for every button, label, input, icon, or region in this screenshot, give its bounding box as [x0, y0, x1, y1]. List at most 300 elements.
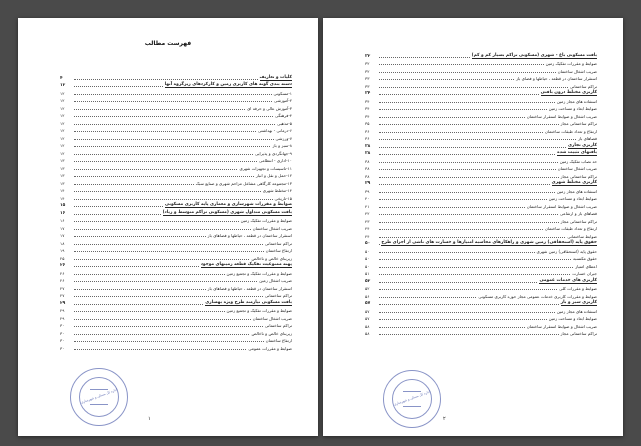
- toc-leader-dots: [379, 267, 573, 268]
- toc-entry-label: بافت مسکونی متداول شهری (مسکونی تراکم متوسط و زیاد): [162, 209, 292, 215]
- toc-entry-label: حقوق مکتسبه: [573, 256, 597, 261]
- toc-entry-label: جبران خسارت: [572, 271, 597, 276]
- stamp-text: اداره کل مسکن و شهرسازی: [393, 389, 431, 407]
- toc-entry-label: استفاده های مجاز زمین: [556, 98, 597, 104]
- toc-leader-dots: [74, 131, 256, 132]
- toc-entry: [60, 148, 292, 156]
- toc-entry: [365, 134, 597, 142]
- toc-leader-dots: [74, 341, 264, 342]
- toc-leader-dots: [74, 259, 249, 260]
- toc-entry: [365, 51, 597, 59]
- toc-entry: [365, 96, 597, 104]
- toc-entry-label: ۱۳-مجموعه کارگاهی مشاغل مزاحم شهری و صنایع سبک: [195, 180, 292, 186]
- toc-page-number: ۱۲: [60, 105, 65, 111]
- toc-entry: [60, 186, 292, 194]
- toc-entry: [365, 111, 597, 119]
- toc-entry-label: ۵-مذهبی: [277, 120, 292, 126]
- toc-leader-dots: [74, 161, 257, 162]
- toc-entry: [365, 74, 597, 82]
- toc-page-number: ۵۸: [365, 323, 370, 329]
- document-page-left: [18, 18, 318, 436]
- toc-page-number: ۵۷: [365, 316, 370, 321]
- page-number: ۱: [148, 416, 151, 422]
- toc-page-number: ۲۹: [60, 300, 66, 306]
- toc-leader-dots: [379, 304, 559, 305]
- toc-page-number: ۳۸: [365, 158, 370, 164]
- toc-entry-label: استفاده های مجاز زمین: [556, 308, 597, 314]
- toc-entry-label: ۱۵-تاریخی: [274, 195, 292, 201]
- toc-entry-label: ۱۲-حمل و نقل و انبار: [255, 173, 292, 178]
- toc-page-number: ۳۰: [60, 345, 65, 351]
- toc-leader-dots: [379, 259, 571, 260]
- toc-entry-label: ۶-درمانی - بهداشتی: [258, 128, 292, 133]
- toc-entry: [60, 253, 292, 261]
- toc-leader-dots: [379, 297, 476, 298]
- toc-entry-label: ۳-آموزش عالی و حرفه ای: [247, 105, 292, 111]
- toc-page-number: ۱۴: [60, 195, 65, 201]
- toc-entry: [60, 321, 292, 329]
- toc-page-number: ۱۲: [60, 135, 65, 141]
- toc-leader-dots: [74, 229, 251, 230]
- toc-entry: [365, 291, 597, 299]
- toc-page-number: ۳۲: [365, 61, 370, 66]
- toc-page-number: ۲۹: [60, 315, 65, 321]
- toc-leader-dots: [379, 139, 576, 140]
- toc-title: فهرست مطالب: [144, 40, 192, 47]
- toc-page-number: ۱۴: [60, 188, 65, 193]
- toc-page-number: ۱۷: [60, 225, 65, 231]
- toc-page-number: ۱۳: [60, 173, 65, 178]
- toc-entry-label: بافت مسکونی باغ - شهری (مسکونی تراکم بسیار کم و کم): [471, 52, 597, 58]
- toc-entry: [365, 224, 597, 232]
- toc-entry: [365, 171, 597, 179]
- toc-entry-label: ضریب اشغال و ضوابط استقرار ساختمان: [526, 203, 597, 209]
- toc-entry-label: فضاهای باز: [577, 136, 597, 141]
- toc-page-number: ۵۰: [365, 256, 370, 261]
- toc-entry: [365, 156, 597, 164]
- toc-entry-label: ضریب اشغال ساختمان: [557, 68, 597, 74]
- toc-page-number: ۱۷: [60, 233, 65, 238]
- toc-leader-dots: [74, 289, 206, 290]
- toc-leader-dots: [74, 311, 225, 312]
- toc-entry-label: ضوابط و مقررات تفکیک و تجمیع زمین: [226, 270, 292, 276]
- toc-entry: [365, 104, 597, 112]
- toc-entry: [365, 89, 597, 97]
- toc-page-number: ۳۹: [365, 188, 370, 194]
- toc-entry-label: اعطای امتیاز: [575, 263, 597, 269]
- toc-entry: [365, 194, 597, 202]
- toc-entry-label: دسته بندی گونه های کاربری زمین و کارکردهای زیرگروه آنها: [164, 82, 292, 87]
- toc-entry: [365, 209, 597, 217]
- toc-entry-label: ۴-فرهنگی: [275, 113, 292, 118]
- toc-page-number: ۳۹: [365, 181, 371, 186]
- toc-page-number: ۱۲: [60, 143, 65, 148]
- toc-entry-label: ارتفاع ساختمان: [265, 338, 292, 343]
- toc-leader-dots: [379, 327, 525, 328]
- toc-page-number: ۴۲: [365, 211, 370, 216]
- toc-leader-dots: [379, 319, 547, 320]
- toc-leader-dots: [379, 124, 559, 125]
- toc-leader-dots: [74, 116, 273, 117]
- toc-entry: [60, 343, 292, 351]
- toc-page-number: ۱۶: [60, 210, 66, 216]
- toc-page-number: ۳۴: [365, 106, 370, 111]
- toc-entry: [365, 81, 597, 89]
- toc-page-number: ۵۲: [365, 286, 370, 291]
- toc-leader-dots: [379, 72, 556, 73]
- toc-entry-label: ضوابط و مقررات کاربری خدمات عمومی مجاز حوزه کاربری مسکونی: [478, 293, 597, 299]
- toc-entry: [60, 328, 292, 336]
- toc-entry: [60, 103, 292, 111]
- document-page-right: [323, 18, 623, 436]
- toc-entry: [365, 321, 597, 329]
- toc-page-number: ۵۰: [365, 241, 371, 246]
- toc-page-number: ۴۳: [365, 218, 370, 224]
- toc-entry: [60, 126, 292, 134]
- toc-leader-dots: [74, 184, 194, 185]
- toc-page-number: ۵۷: [365, 301, 371, 306]
- toc-page-number: ۱۹: [60, 248, 65, 253]
- toc-leader-dots: [74, 109, 245, 110]
- toc-entry-label: استقرار ساختمان در قطعه ، حیاطها و فضاهای باز: [207, 285, 292, 291]
- toc-entry: [60, 178, 292, 186]
- stamp-text: اداره کل مسکن و شهرسازی: [80, 387, 118, 405]
- toc-entry: [60, 111, 292, 119]
- toc-entry: [60, 171, 292, 179]
- toc-leader-dots: [74, 169, 237, 170]
- toc-entry-label: ضوابط و مقررات تفکیک زمین: [545, 61, 597, 66]
- toc-entry: [60, 268, 292, 276]
- toc-entry: [365, 164, 597, 172]
- toc-leader-dots: [379, 289, 557, 290]
- toc-entry: [60, 276, 292, 284]
- toc-entry: [60, 73, 292, 81]
- toc-entry: [60, 336, 292, 344]
- toc-entry-label: کاربری مختلط درون بافتی: [540, 90, 597, 95]
- toc-page-number: ۲۷: [60, 293, 65, 298]
- toc-leader-dots: [379, 252, 535, 253]
- toc-entry: [365, 329, 597, 337]
- toc-leader-dots: [379, 192, 555, 193]
- toc-entry-label: تراکم ساختمانی: [264, 293, 292, 298]
- toc-entry-label: ارتفاع ساختمان: [265, 248, 292, 253]
- toc-leader-dots: [379, 87, 568, 88]
- toc-entry: [365, 149, 597, 157]
- toc-page-number: ۱۵: [60, 203, 66, 208]
- toc-page-number: ۲۶: [60, 278, 65, 283]
- toc-entry: [60, 163, 292, 171]
- toc-entry-label: کاربری های خدمات عمومی: [539, 277, 597, 283]
- toc-entry: [60, 133, 292, 141]
- toc-page-number: ۴۱: [365, 203, 370, 209]
- toc-entry: [365, 246, 597, 254]
- toc-page-number: ۳۴: [365, 98, 370, 104]
- toc-leader-dots: [379, 229, 543, 230]
- toc-leader-dots: [74, 296, 263, 297]
- toc-entry-label: ضریب اشغال ساختمان: [252, 315, 292, 321]
- toc-entry-label: ضریب اشغال ساختمان: [252, 225, 292, 231]
- toc-page-number: ۳۴: [365, 91, 371, 96]
- toc-leader-dots: [74, 86, 163, 87]
- toc-leader-dots: [74, 326, 263, 327]
- toc-page-number: ۵۶: [365, 293, 370, 299]
- toc-leader-dots: [379, 222, 559, 223]
- toc-entry: [365, 284, 597, 292]
- toc-entry-label: ۷-ورزشی: [275, 135, 292, 141]
- toc-page-number: ۵۱: [365, 271, 370, 276]
- toc-leader-dots: [74, 221, 239, 222]
- toc-entry-label: بافتهای تثبیت شده: [557, 150, 597, 155]
- toc-page-number: ۳۵: [365, 121, 370, 126]
- toc-entry-label: کاربری تجاری: [567, 142, 597, 148]
- toc-entry: [365, 314, 597, 322]
- toc-entry-label: حد نصاب تفکیک زمین: [559, 158, 597, 164]
- toc-entry: [365, 179, 597, 187]
- toc-page-number: ۲۵: [60, 255, 65, 261]
- toc-leader-dots: [74, 281, 257, 282]
- toc-entry-label: تراکم ساختمانی: [264, 240, 292, 246]
- toc-entry: [60, 223, 292, 231]
- toc-entry-label: ۲-آموزشی: [274, 98, 292, 103]
- toc-leader-dots: [74, 94, 272, 95]
- toc-page-number: ۳۶: [365, 136, 370, 141]
- toc-leader-dots: [379, 117, 525, 118]
- toc-page-number: ۳۸: [365, 173, 370, 179]
- toc-entry: [365, 261, 597, 269]
- toc-entry-label: تراکم ساختمانی مجاز: [560, 331, 597, 336]
- toc-entry: [60, 88, 292, 96]
- toc-entry: [365, 201, 597, 209]
- toc-page-number: ۱۳: [60, 165, 65, 171]
- toc-entry-label: زیربنای خالص و ناخالص: [251, 330, 292, 336]
- toc-entry-label: ضوابط و مقررات تفکیک زمین: [240, 218, 292, 223]
- toc-leader-dots: [74, 101, 272, 102]
- toc-entry: [365, 119, 597, 127]
- toc-page-number: ۵۸: [365, 331, 370, 336]
- toc-entry: [60, 96, 292, 104]
- toc-entry-label: ضوابط ابعاد و مساحت زمین: [548, 316, 597, 321]
- toc-entry-label: ۱۰-اداری - انتظامی: [259, 158, 292, 163]
- toc-entry: [60, 141, 292, 149]
- toc-page-number: ۳۰: [60, 330, 65, 336]
- toc-entry: [60, 238, 292, 246]
- toc-entry: [60, 208, 292, 216]
- toc-page-number: ۱۶: [60, 218, 65, 223]
- toc-leader-dots: [74, 124, 275, 125]
- toc-page-number: ۱۲: [60, 98, 65, 103]
- toc-entry-label: ضوابط و مقررات عمومی: [248, 345, 292, 351]
- toc-page-number: ۵۰: [365, 263, 370, 269]
- toc-leader-dots: [379, 274, 570, 275]
- toc-leader-dots: [74, 251, 264, 252]
- toc-entry-label: ضوابط ابعاد و مساحت زمین: [548, 106, 597, 111]
- toc-leader-dots: [379, 102, 555, 103]
- toc-entry: [365, 186, 597, 194]
- toc-leader-dots: [379, 57, 470, 58]
- toc-entry-label: ضریب اشغال زمین: [259, 278, 292, 283]
- toc-entry-label: ضریب اشغال و ضوابط استقرار ساختمان: [526, 113, 597, 119]
- toc-entry-label: ارتفاع و تعداد طبقات ساختمان: [544, 226, 597, 231]
- toc-page-number: ۱۳: [60, 180, 65, 186]
- toc-leader-dots: [379, 199, 547, 200]
- toc-leader-dots: [379, 169, 556, 170]
- toc-entry-label: حقوق پایه (استحقاقی) زمین شهری و راهکارهای محاسبه امتیازها و خسارت های ناشی از اجرای طرح: [381, 240, 597, 245]
- toc-entry: [365, 126, 597, 134]
- toc-page-number: ۲۷: [60, 285, 65, 291]
- toc-entry: [60, 231, 292, 239]
- toc-page-number: ۳۰: [60, 338, 65, 343]
- toc-page-number: ۲۶: [60, 263, 66, 268]
- toc-entry-label: حقوق پایه (استحقاقی) زمین شهری: [536, 248, 597, 254]
- toc-page-number: ۳۲: [365, 53, 371, 59]
- toc-entry-label: تراکم ساختمانی: [264, 323, 292, 328]
- toc-entry-label: تراکم ساختمانی: [569, 83, 597, 89]
- toc-entry: [365, 231, 597, 239]
- toc-page-number: ۳۳: [365, 76, 370, 81]
- toc-leader-dots: [74, 146, 270, 147]
- toc-page-number: ۴۴: [365, 226, 370, 231]
- toc-page-number: ۲۶: [60, 270, 65, 276]
- toc-page-number: ۳۸: [365, 151, 371, 156]
- toc-entry: [60, 201, 292, 209]
- toc-page-number: ۵۲: [365, 278, 371, 284]
- toc-page-number: ۳۶: [365, 128, 370, 134]
- toc-leader-dots: [74, 244, 263, 245]
- toc-page-number: ۳۴: [365, 113, 370, 119]
- toc-entry: [365, 254, 597, 262]
- toc-leader-dots: [379, 132, 543, 133]
- toc-entry-label: استقرار ساختمان در قطعه ، حیاطها و فضاهای باز: [207, 233, 292, 238]
- toc-page-number: ۴۰: [365, 196, 370, 201]
- toc-entry: [60, 283, 292, 291]
- toc-leader-dots: [74, 214, 161, 215]
- toc-page-number: ۱۲: [60, 120, 65, 126]
- toc-entry-label: ۱-مسکونی: [273, 90, 292, 96]
- toc-entry: [60, 246, 292, 254]
- toc-entry-label: ضوابط و مقررات کلی: [559, 286, 597, 291]
- toc-entry-label: استفاده های مجاز زمین: [556, 188, 597, 194]
- toc-entry-label: ۸-سبز و باز: [272, 143, 292, 148]
- toc-entry: [365, 66, 597, 74]
- toc-page-number: ۱۳: [60, 158, 65, 163]
- toc-entry-label: ارتفاع و تعداد طبقات ساختمان: [544, 128, 597, 134]
- toc-page-number: ۳۸: [365, 143, 371, 149]
- toc-page-number: ۵۰: [365, 248, 370, 254]
- toc-leader-dots: [74, 154, 253, 155]
- toc-leader-dots: [74, 79, 258, 80]
- toc-page-number: ۴۴: [365, 233, 370, 239]
- toc-leader-dots: [74, 334, 249, 335]
- toc-entry-label: ۹-جهانگردی و پذیرایی: [255, 150, 292, 156]
- toc-entry-label: ۱۴-مختلط شهری: [262, 188, 292, 193]
- toc-entry: [60, 81, 292, 89]
- toc-page-number: ۲۹: [60, 308, 65, 313]
- toc-page-number: ۵۷: [365, 308, 370, 314]
- toc-entry-label: بافت مسکونی نیازمند طرح ویژه بهسازی: [205, 299, 292, 305]
- toc-entry-label: تراکم ساختمانی مجاز: [560, 173, 597, 179]
- toc-leader-dots: [379, 147, 566, 148]
- toc-page-number: ۱۲: [60, 83, 66, 88]
- toc-list-right: [365, 51, 597, 336]
- toc-entry-label: کلیات و تعاریف: [259, 74, 292, 80]
- toc-entry: [60, 298, 292, 306]
- toc-leader-dots: [379, 282, 537, 283]
- toc-entry-label: ضوابط و مقررات تفکیک و تجمیع زمین: [226, 308, 292, 313]
- toc-leader-dots: [74, 349, 246, 350]
- toc-entry: [60, 216, 292, 224]
- toc-entry: [365, 59, 597, 67]
- toc-page-number: ۳۲: [365, 68, 370, 74]
- toc-page-number: ۱۸: [60, 240, 65, 246]
- toc-page-number: ۴: [60, 75, 63, 81]
- toc-leader-dots: [74, 139, 274, 140]
- toc-entry: [365, 299, 597, 307]
- toc-leader-dots: [379, 154, 555, 155]
- toc-leader-dots: [379, 79, 514, 80]
- toc-leader-dots: [379, 312, 555, 313]
- toc-entry-label: کاربری مختلط شهری: [551, 180, 597, 185]
- toc-page-number: ۱۲: [60, 113, 65, 118]
- toc-page-number: ۳۰: [60, 323, 65, 328]
- toc-entry-label: کاربری سبز و باز: [560, 300, 597, 305]
- toc-entry: [365, 269, 597, 277]
- toc-entry: [60, 118, 292, 126]
- toc-page-number: ۱۲: [60, 90, 65, 96]
- toc-entry-label: ضوابط و مقررات شهرسازی و معماری پایه کاربری مسکونی: [165, 202, 292, 207]
- toc-entry: [60, 156, 292, 164]
- toc-entry-label: تراکم ساختمانی مجاز: [560, 218, 597, 224]
- toc-leader-dots: [74, 304, 203, 305]
- toc-leader-dots: [74, 199, 273, 200]
- toc-leader-dots: [379, 109, 547, 110]
- toc-entry-label: ۱۱-تاسیسات و تجهیزات شهری: [239, 165, 292, 171]
- toc-entry: [60, 261, 292, 269]
- toc-entry: [365, 276, 597, 284]
- toc-leader-dots: [379, 334, 559, 335]
- toc-leader-dots: [379, 94, 539, 95]
- page-number: ۲: [443, 416, 446, 422]
- toc-leader-dots: [74, 191, 261, 192]
- toc-entry: [60, 193, 292, 201]
- toc-leader-dots: [74, 274, 225, 275]
- toc-page-number: ۳۸: [365, 166, 370, 171]
- toc-entry: [365, 239, 597, 247]
- toc-entry: [365, 141, 597, 149]
- toc-leader-dots: [379, 162, 558, 163]
- toc-list-left: [60, 73, 292, 351]
- toc-entry: [365, 306, 597, 314]
- toc-leader-dots: [379, 207, 525, 208]
- toc-entry: [60, 306, 292, 314]
- toc-leader-dots: [379, 184, 550, 185]
- toc-entry: [60, 313, 292, 321]
- toc-leader-dots: [74, 266, 199, 267]
- toc-leader-dots: [74, 206, 163, 207]
- toc-page-number: ۱۲: [60, 128, 65, 133]
- toc-leader-dots: [74, 176, 254, 177]
- toc-entry-label: تراکم ساختمانی مجاز: [560, 121, 597, 126]
- toc-entry-label: استقرار ساختمان در قطعه ، حیاطها و فضای باز: [515, 76, 597, 81]
- toc-entry-label: ضوابط ابعاد و مساحت زمین: [548, 196, 597, 201]
- toc-entry-label: پهنه ممنوعیت تفکیک قطعه زمینهای موجود: [200, 262, 292, 267]
- toc-leader-dots: [379, 237, 565, 238]
- toc-page-number: ۱۲: [60, 150, 65, 156]
- toc-entry-label: زیربنای خالص و ناخالص: [251, 255, 292, 261]
- toc-entry-label: ضریب اشغال و ضوابط استقرار ساختمان: [526, 323, 597, 329]
- toc-entry-label: ضوابط ساختمانی: [567, 233, 597, 239]
- toc-leader-dots: [74, 319, 251, 320]
- toc-leader-dots: [74, 236, 206, 237]
